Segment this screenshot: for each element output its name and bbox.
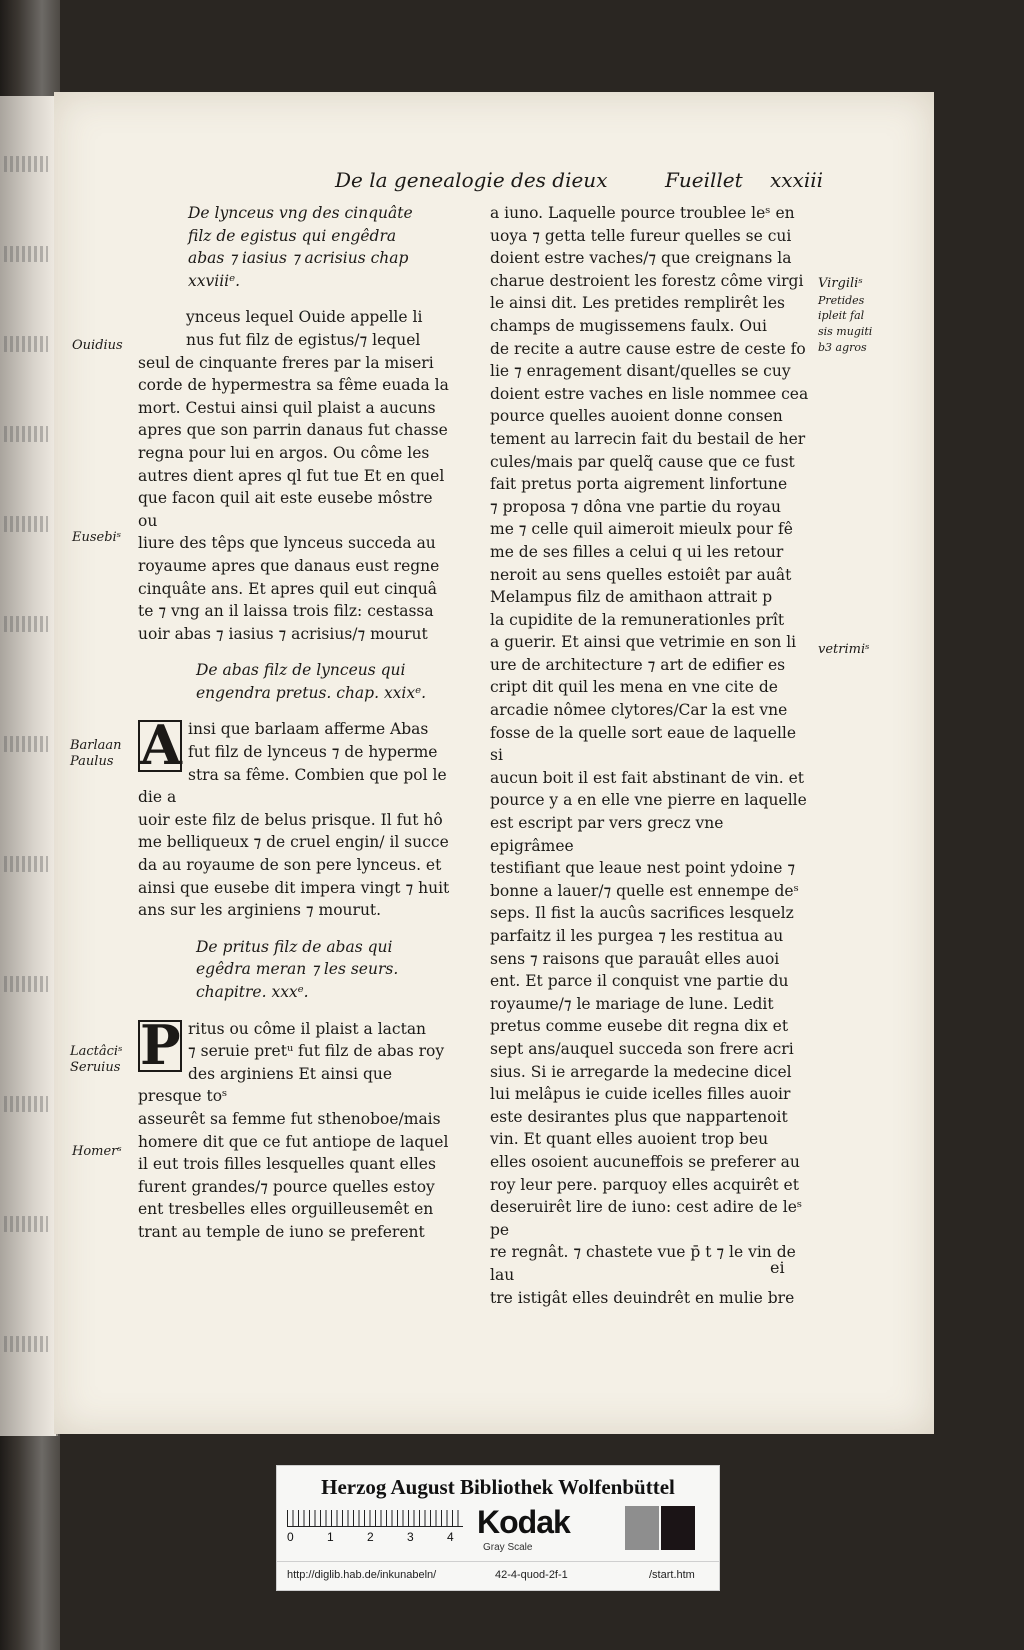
gray-swatch-dark	[661, 1506, 695, 1550]
initial-letter-p: P	[140, 1012, 181, 1077]
text-line: bonne a lauer/⁊ quelle est ennempe deˢ	[490, 881, 799, 900]
text-line: Melampus filz de amithaon attrait p	[490, 588, 773, 607]
text-line: aucun boit il est fait abstinant de vin. et	[490, 768, 805, 787]
running-title: De la genealogie des dieux	[335, 168, 608, 192]
text-line: uoya ⁊ getta telle fureur quelles se cui	[490, 226, 792, 245]
text-line: pource y a en elle vne pierre en laquelle	[490, 791, 807, 810]
text-line: trant au temple de iuno se preferent	[138, 1222, 425, 1241]
text-line: me de ses filles a celui q ui les retour	[490, 542, 784, 561]
text-line: seul de cinquante freres par la miseri	[138, 353, 434, 372]
chapter-heading-29: De abas filz de lynceus qui engendra pretus. chap. xxixᵉ.	[196, 661, 427, 702]
folio-label: Fueillet	[665, 168, 743, 192]
text-line: a guerir. Et ainsi que vetrimie en son li	[490, 633, 797, 652]
text-line: te ⁊ vng an il laissa trois filz: cestassa	[138, 602, 434, 621]
text-line: royaume/⁊ le mariage de lune. Ledit	[490, 994, 774, 1013]
text-line: parfaitz il les purgea ⁊ les restitua au	[490, 927, 784, 945]
margin-note-ouidius: Ouidius	[72, 338, 123, 353]
facing-page-edge	[0, 96, 58, 1436]
text-line: me ⁊ celle quil aimeroit mieulx pour fê	[490, 520, 793, 539]
text-line: cinquâte ans. Et apres quil eut cinquâ	[138, 579, 438, 598]
text-line: ⁊ seruie pretᵘ fut filz de abas roy	[188, 1042, 445, 1061]
initial-letter-a: A	[140, 713, 182, 778]
text-line: cules/mais par quelq̃ cause que ce fust	[490, 452, 795, 471]
gray-scale-label: Gray Scale	[483, 1542, 533, 1553]
text-line: autres dient apres ql fut tue Et en quel	[138, 466, 445, 485]
margin-note-virgil-quote-3: sis mugiti	[818, 325, 873, 338]
text-line: charue destroient les forestz côme virgi	[490, 271, 804, 290]
text-line: elles osoient aucuneffois se preferer au	[490, 1152, 800, 1171]
text-line: lui melâpus ie cuide icelles filles auoir	[490, 1085, 791, 1104]
text-line: apres que son parrin danaus fut chasse	[138, 421, 448, 440]
text-line: uoir este filz de belus prisque. Il fut hô	[138, 810, 443, 829]
text-line: tre istigât elles deuindrêt en mulie bre	[490, 1288, 795, 1307]
margin-note-eusebius: Eusebiˢ	[72, 530, 122, 545]
text-line: roy leur pere. parquoy elles acquirêt et	[490, 1175, 799, 1194]
folio-number: xxxiii	[770, 168, 824, 192]
text-line: este desirantes plus que nappartenoit	[490, 1107, 788, 1126]
text-line: me belliqueux ⁊ de cruel engin/ il succe	[138, 833, 449, 852]
text-line: tement au larrecin fait du bestail de her	[490, 429, 806, 448]
kodak-logo: Kodak	[477, 1504, 570, 1540]
text-line: seps. Il fist la aucûs sacrifices lesquelz	[490, 904, 794, 923]
text-line: le ainsi dit. Les pretides remplirêt les	[490, 294, 785, 313]
margin-note-vetrimius: vetrimiˢ	[818, 642, 870, 657]
chapter-29-body	[138, 713, 456, 921]
chapter-28-body	[138, 306, 456, 351]
text-line: da au royaume de son pere lynceus. et	[138, 856, 442, 875]
text-line: ent tresbelles elles orguilleusemêt en	[138, 1200, 434, 1219]
chapter-30-body	[138, 1012, 456, 1244]
text-line: sens ⁊ raisons que parauât elles auoi	[490, 949, 780, 968]
text-line: stra sa fême. Combien que pol le die a	[138, 765, 447, 807]
text-line: deseruirêt lire de iuno: cest adire de leˢ pe	[490, 1198, 803, 1239]
text-line: sept ans/auquel succeda son frere acri	[490, 1039, 794, 1058]
text-line: re regnât. ⁊ chastete vue p̄ t ⁊ le vin de lau	[490, 1243, 796, 1284]
margin-note-virgil-quote-1: Pretides	[818, 294, 865, 307]
text-line: testifiant que leaue nest point ydoine ⁊	[490, 859, 796, 878]
text-column-right	[490, 202, 812, 1309]
text-line: ans sur les arginiens ⁊ mourut.	[138, 901, 382, 920]
text-line: nus fut filz de egistus/⁊ lequel	[186, 330, 421, 349]
text-line: pource quelles auoient donne consen	[490, 407, 783, 426]
text-line: cript dit quil les mena en vne cite de	[490, 678, 778, 697]
text-line: ritus ou côme il plaist a lactan	[188, 1019, 427, 1038]
text-line: uoir abas ⁊ iasius ⁊ acrisius/⁊ mourut	[138, 624, 428, 643]
ruler-number: 0	[287, 1530, 294, 1544]
text-line: il eut trois filles lesquelles quant elles	[138, 1155, 436, 1174]
text-line: de recite a autre cause estre de ceste fo	[490, 339, 806, 358]
text-line: fosse de la quelle sort eaue de laquelle si	[490, 723, 797, 765]
text-line: ainsi que eusebe dit impera vingt ⁊ huit	[138, 878, 450, 897]
running-header	[0, 168, 1024, 198]
text-line: pretus comme eusebe dit regna dix et	[490, 1017, 789, 1036]
text-line: ure de architecture ⁊ art de edifier es	[490, 655, 786, 674]
text-line: asseurêt sa femme fut sthenoboe/mais	[138, 1109, 441, 1128]
margin-note-virgilius: Virgiliˢ	[818, 276, 863, 291]
text-line: insi que barlaam afferme Abas	[188, 720, 429, 739]
shelfmark: 42-4-quod-2f-1	[495, 1569, 568, 1581]
text-line: liure des têps que lynceus succeda au	[138, 534, 436, 553]
label-footer	[277, 1561, 719, 1590]
margin-note-barlaam: Barlaan	[70, 738, 122, 753]
ruler-number: 3	[407, 1530, 414, 1544]
chapter-heading-28: De lynceus vng des cinquâte filz de egistus qui engêdra abas ⁊ iasius ⁊ acrisius chap xxviiiᵉ.	[188, 204, 413, 290]
text-column-left	[138, 202, 456, 1244]
text-line: que facon quil ait este eusebe môstre ou	[138, 489, 433, 530]
library-label	[276, 1465, 720, 1591]
ruler-number: 2	[367, 1530, 374, 1544]
chapter-heading-30: De pritus filz de abas qui egêdra meran ⁊ les seurs. chapitre. xxxᵉ.	[196, 937, 399, 1001]
library-name: Herzog August Bibliothek Wolfenbüttel	[321, 1475, 675, 1499]
catchword: ei	[770, 1258, 785, 1277]
library-url: http://diglib.hab.de/inkunabeln/	[287, 1569, 437, 1581]
text-line: arcadie nômee clytores/Car la est vne	[490, 701, 788, 720]
text-line: la cupidite de la remunerationles prît	[490, 610, 785, 629]
text-line: doient estre vaches/⁊ que creignans la	[490, 249, 792, 268]
text-line: mort. Cestui ainsi quil plaist a aucuns	[138, 398, 436, 417]
margin-note-virgil-quote-4: b3 agros	[818, 341, 867, 354]
text-line: royaume apres que danaus eust regne	[138, 556, 440, 575]
text-line: neroit au sens quelles estoiêt par auât	[490, 565, 792, 584]
text-line: furent grandes/⁊ pource quelles estoy	[138, 1177, 435, 1196]
text-line: a iuno. Laquelle pource troublee leˢ en	[490, 204, 795, 222]
text-line: fait pretus porta aigrement linfortune	[490, 475, 788, 494]
margin-note-seruius: Seruius	[70, 1060, 121, 1075]
text-line: ynceus lequel Ouide appelle li	[186, 308, 423, 327]
gray-swatch-light	[625, 1506, 659, 1550]
text-line: est escript par vers grecz vne epigrâmee	[490, 814, 724, 855]
text-line: ent. Et parce il conquist vne partie du	[490, 972, 789, 991]
start-link: /start.htm	[649, 1569, 695, 1581]
text-line: champs de mugissemens faulx. Oui	[490, 316, 767, 335]
text-line: sius. Si ie arregarde la medecine dicel	[490, 1062, 792, 1081]
text-line: lie ⁊ enragement disant/quelles se cuy	[490, 362, 791, 381]
text-line: regna pour lui en argos. Ou côme les	[138, 443, 430, 462]
margin-note-virgil-quote-2: ipleit fal	[818, 309, 865, 322]
scale-ruler	[287, 1510, 465, 1550]
margin-note-lactancius: Lactâciˢ	[70, 1044, 123, 1059]
text-line: corde de hypermestra sa fême euada la	[138, 376, 449, 395]
text-line: fut filz de lynceus ⁊ de hyperme	[188, 743, 438, 762]
text-line: homere dit que ce fut antiope de laquel	[138, 1132, 449, 1151]
ruler-number: 4	[447, 1530, 454, 1544]
ruler-number: 1	[327, 1530, 334, 1544]
text-line: ⁊ proposa ⁊ dôna vne partie du royau	[490, 497, 781, 516]
text-line: doient estre vaches en lisle nommee cea	[490, 384, 809, 403]
text-line: des arginiens Et ainsi que presque toˢ	[138, 1064, 393, 1106]
margin-note-paulus: Paulus	[70, 754, 114, 769]
margin-note-homerus: Homerˢ	[72, 1144, 122, 1159]
text-line: vin. Et quant elles auoient trop beu	[490, 1130, 769, 1149]
